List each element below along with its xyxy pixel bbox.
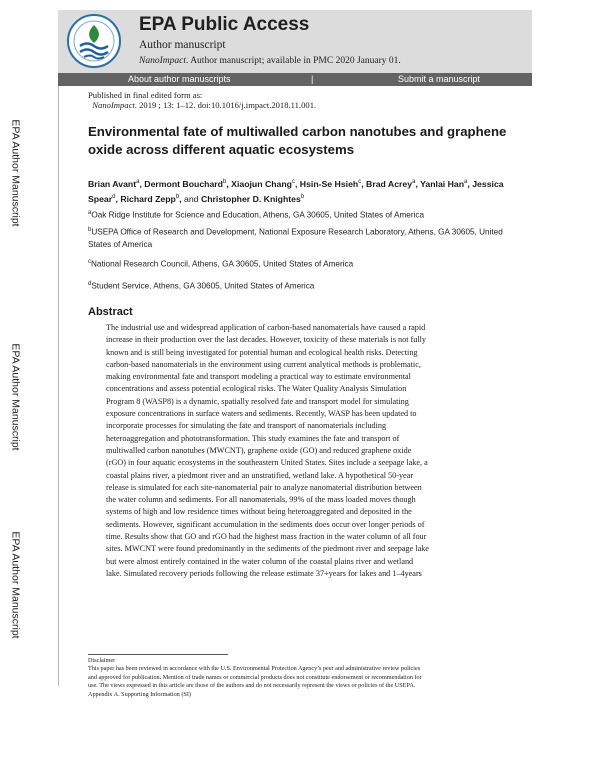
author-affiliation-sup: b bbox=[175, 194, 180, 201]
header-title: EPA Public Access bbox=[139, 14, 310, 35]
affiliation-b: $^b$USEPA Office of Research and Development, National Exposure Research Laboratory, Athens, GA 30605, United States of America bbox=[88, 227, 503, 250]
disclaimer-line: use. The views expressed in this article are those of the authors and do not necessarily represent the views or policies of the USEPA. bbox=[88, 681, 416, 689]
abstract-body bbox=[106, 322, 511, 580]
abstract-line: (rGO) in four aquatic ecosystems in the southeastern United States. Sites include a seepage lake, a bbox=[106, 458, 428, 468]
disclaimer-line: and approved for publication. Mention of trade names or commercial products does not constitute endorsement or recommendation for bbox=[88, 673, 422, 681]
article-title: Environmental fate of multiwalled carbon nanotubes and graphene oxide across different aquatic ecosystems bbox=[88, 124, 507, 157]
author-name[interactable]: Brad Acrey bbox=[366, 178, 413, 189]
affiliation-c: $^c$National Research Council, Athens, GA 30605, United States of America bbox=[88, 259, 354, 269]
appendix-note: Appendix A. Supporting Information (SI) bbox=[88, 691, 191, 699]
abstract-line: coastal plains river, a piedmont river and an unstratified, wetland lake. A hypothetical 50-year bbox=[106, 470, 414, 480]
author-affiliation-sup: a bbox=[464, 179, 468, 185]
abstract-line: carbon-based nanomaterials in the environment using current analytical methods is problematic, bbox=[106, 359, 421, 369]
availability-line bbox=[139, 56, 401, 66]
citation-details: . 2019 ; 13: 1–12. doi:10.1016/j.impact.2018.11.001. bbox=[134, 100, 317, 110]
side-divider bbox=[58, 86, 59, 686]
citation-journal: NanoImpact bbox=[92, 100, 135, 110]
availability-text: . Author manuscript; available in PMC 2020 January 01. bbox=[185, 56, 401, 66]
abstract-line: time. Results show that GO and rGO had the highest mass fraction in the water column of all four bbox=[106, 532, 427, 542]
footnote-rule bbox=[88, 654, 228, 655]
affiliation-a: $^a$Oak Ridge Institute for Science and Education, Athens, GA 30605, United States of America bbox=[88, 210, 425, 220]
abstract-line: but were almost entirely contained in the water column of the coastal plains river and wetland bbox=[106, 556, 414, 566]
about-author-manuscripts-link[interactable]: About author manuscripts bbox=[128, 74, 231, 84]
abstract-line: exposure concentrations in surface waters and sediments. Recently, WASP has been updated to bbox=[106, 409, 417, 419]
submit-manuscript-link[interactable]: Submit a manuscript bbox=[398, 74, 481, 84]
author-name[interactable]: Hsin-Se Hsieh bbox=[299, 178, 359, 189]
author-name[interactable]: Xiaojun Chang bbox=[231, 178, 292, 189]
author-name[interactable]: Yanlai Han bbox=[420, 178, 465, 189]
header-nav-bar bbox=[58, 73, 532, 86]
abstract-heading: Abstract bbox=[88, 306, 133, 318]
published-in-label: Published in final edited form as: bbox=[88, 90, 203, 100]
side-label-1: EPA Author Manuscript bbox=[10, 119, 23, 227]
disclaimer-footnote bbox=[88, 657, 523, 699]
abstract-line: heteroaggregation and phototransformation. This study examines the fate and transport of bbox=[106, 433, 400, 443]
author-list: Brian Avant$^a$, Dermont Bouchard$^b$, Xiaojun Chang$^c$, Hsin-Se Hsieh$^c$, Brad Acrey$^a$, Yanlai Han$^a$, Jessica Spear$^d$, Richard Zepp$^b$, and Christopher D. Knightes$^b$ bbox=[88, 178, 504, 205]
author-name[interactable]: Jessica Spear bbox=[88, 178, 504, 205]
side-label-2: EPA Author Manuscript bbox=[10, 343, 23, 451]
side-label-3: EPA Author Manuscript bbox=[10, 531, 23, 639]
abstract-line: The industrial use and widespread application of carbon-based nanomaterials have caused a rapid bbox=[106, 323, 426, 332]
disclaimer-heading: Disclaimer bbox=[88, 657, 116, 664]
affiliation-d: $^d$Student Service, Athens, GA 30605, United States of America bbox=[88, 281, 315, 291]
author-affiliation-sup: c bbox=[291, 179, 295, 185]
author-name[interactable]: Christopher D. Knightes bbox=[200, 194, 301, 205]
abstract-line: known and is still being investigated for potential human and ecological health risks. Detecting bbox=[106, 347, 418, 357]
abstract-line: concentrations and assess potential ecological risks. The Water Quality Analysis Simulation bbox=[106, 384, 407, 394]
nav-separator: | bbox=[311, 74, 314, 84]
author-affiliation-sup: a bbox=[412, 179, 416, 185]
author-affiliation-sup: b bbox=[300, 194, 305, 201]
published-in-note bbox=[88, 90, 316, 110]
header-subtitle: Author manuscript bbox=[139, 39, 226, 51]
abstract-line: making environmental fate and transport modeling a practical way to estimate environmental bbox=[106, 372, 411, 382]
author-name[interactable]: Dermont Bouchard bbox=[144, 178, 223, 189]
abstract-line: Program 8 (WASP8) is a dynamic, spatially resolved fate and transport model for simulating bbox=[106, 396, 409, 406]
author-name[interactable]: Richard Zepp bbox=[120, 194, 176, 205]
abstract-line: lake. Simulated recovery periods following the release estimate 37+years for lakes and 1–4years bbox=[106, 568, 422, 578]
availability-journal: NanoImpact bbox=[139, 56, 186, 66]
disclaimer-line: This paper has been reviewed in accordance with the U.S. Environmental Protection Agency’s peer and administrative review policies bbox=[88, 665, 421, 673]
author-name[interactable]: Brian Avant bbox=[88, 178, 137, 189]
abstract-line: the water column and sediments. For all nanomaterials, 99% of the mass loaded moves though bbox=[106, 495, 416, 505]
abstract-line: sediments. However, significant accumulation in the sediments does occur over longer periods of bbox=[106, 519, 425, 529]
abstract-line: incorporate processes for simulating the fate and transport of nanomaterials including bbox=[106, 421, 387, 431]
published-citation bbox=[88, 100, 316, 110]
abstract-line: sites. MWCNT were found predominantly in the sediments of the piedmont river and seepage lake bbox=[106, 544, 429, 554]
abstract-line: systems of high and low residence times without being heteroaggregated and deposited in the bbox=[106, 507, 412, 517]
author-affiliation-sup: d bbox=[112, 194, 116, 201]
author-and: and bbox=[181, 194, 201, 205]
epa-logo-icon bbox=[66, 13, 122, 69]
abstract-line: increase in their production over the last decades. However, toxicity of these materials is not fully bbox=[106, 335, 427, 345]
author-affiliation-sup: a bbox=[136, 179, 140, 185]
author-affiliation-sup: c bbox=[358, 179, 362, 185]
abstract-line: multiwalled carbon nanotubes (MWCNT), graphene oxide (GO) and reduced graphene oxide bbox=[106, 445, 412, 455]
abstract-line: release is simulated for each site-nanomaterial pair to analyze nanomaterial distribution between bbox=[106, 482, 422, 492]
author-affiliation-sup: b bbox=[222, 179, 227, 185]
